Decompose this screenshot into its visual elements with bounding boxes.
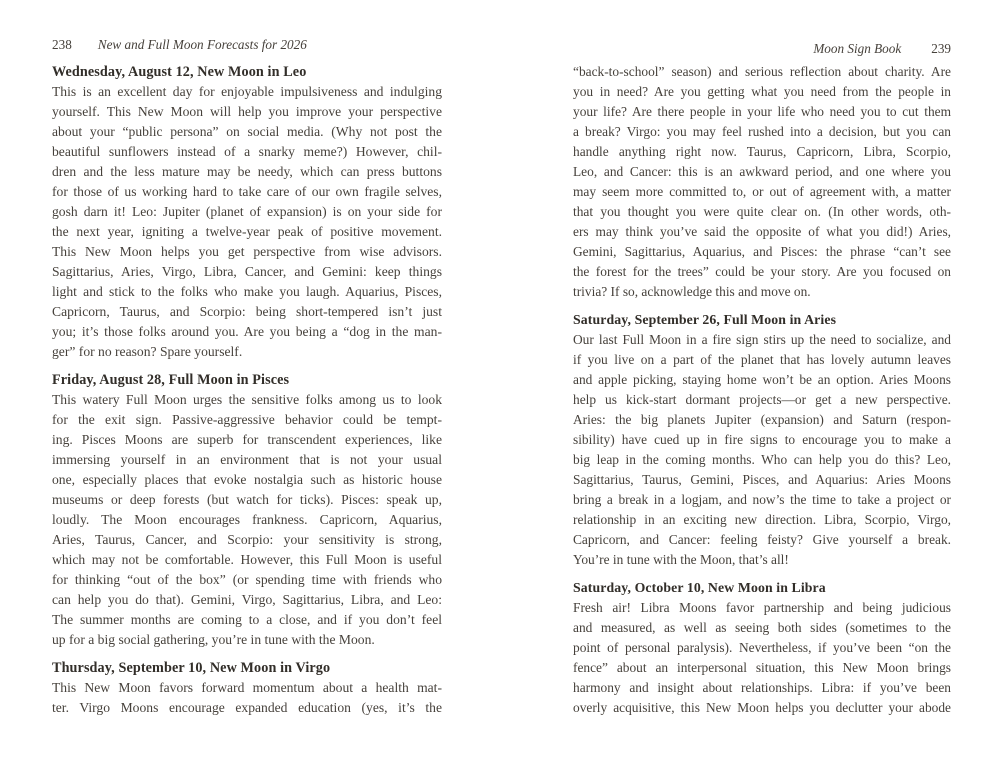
section-heading: Saturday, September 26, Full Moon in Aries [573,312,837,327]
text-line: the next year, igniting a twelve-year peak of positive movement. [52,224,442,239]
text-line: Sagittarius, Aries, Virgo, Libra, Cancer, and Gemini: keep things [52,264,442,279]
text-line: beautiful sunflowers instead of a snarky meme?) However, chil- [52,144,442,159]
text-line: Capricorn, Taurus, and Scorpio: being short-tempered isn’t just [52,304,442,319]
text-line: You’re in tune with the Moon, that’s all! [573,552,789,567]
text-line: you; it’s those folks around you. Are you being a “dog in the man- [52,324,442,339]
text-line: This is an excellent day for enjoyable impulsiveness and indulging [52,84,442,99]
text-line: trivia? If so, acknowledge this and move on. [573,284,811,299]
section-heading: Thursday, September 10, New Moon in Virgo [52,660,331,676]
text-line: for thinking “out of the box” (or spending time with friends who [52,572,442,587]
text-line: one, especially places that evoke nostalgia such as historic house [52,472,442,487]
text-line: and apple picking, staying home won’t be an option. Aries Moons [573,372,951,387]
text-line: ter. Virgo Moons encourage expanded education (yes, it’s the [52,700,442,715]
text-line: yourself. This New Moon will help you improve your perspective [52,104,442,119]
text-line: loudly. The Moon encourages frankness. Capricorn, Aquarius, [52,512,442,527]
text-line: gosh darn it! Leo: Jupiter (planet of expansion) is on your side for [52,204,442,219]
text-line: The summer months are coming to a close, and if you don’t feel [52,612,442,627]
text-line: Aries, Taurus, Cancer, and Scorpio: your sensitivity is strong, [52,532,442,547]
text-line: This New Moon helps you get perspective from wise advisors. [52,244,442,259]
text-line: for those of us working hard to take care of our own fragile selves, [52,184,442,199]
text-line: and measured, as well as seeing both sides (sometimes to the [573,620,951,635]
text-line: Gemini, Sagittarius, Aquarius, and Pisces: the phrase “can’t see [573,244,951,259]
section-heading: Wednesday, August 12, New Moon in Leo [52,64,307,80]
text-line: harmony and insight about relationships. Libra: if you’ve been [573,680,951,695]
text-line: Sagittarius, Taurus, Gemini, Pisces, and Aquarius: Aries Moons [573,472,951,487]
text-line: ers may think you’ve said the opposite of what you did!) Aries, [573,224,951,239]
page-number-right: 239 [931,41,951,56]
text-line: museums or deep forests (but watch for ticks). Pisces: speak up, [52,492,442,507]
text-line: ing. Pisces Moons are superb for transcendent experiences, like [52,432,442,447]
left-page [52,38,442,718]
text-line: which may not be comfortable. However, this Full Moon is useful [52,552,442,567]
running-head-left [52,38,442,52]
text-line: big leap in the coming months. Who can help you do this? Leo, [573,452,951,467]
body-paragraph [52,82,442,362]
text-line: point of personal paralysis). Nevertheless, if you’ve been “on the [573,640,951,655]
text-line: Our last Full Moon in a fire sign stirs up the need to socialize, and [573,332,951,347]
page-number-left: 238 [52,37,72,52]
text-line: help us kick-start dormant projects—or get a new perspective. [573,392,951,407]
text-line: up for a big social gathering, you’re in tune with the Moon. [52,632,375,647]
running-head-title-right: Moon Sign Book [813,41,902,56]
text-line: “back-to-school” season) and serious reflection about charity. Are [573,64,951,79]
text-line: Aries: the big planets Jupiter (expansion) and Saturn (respon- [573,412,951,427]
text-line: bring a break in a logjam, and now’s the time to take a project or [573,492,951,507]
body-paragraph [573,330,951,570]
running-head-title-left: New and Full Moon Forecasts for 2026 [97,37,307,52]
text-line: ger” for no reason? Spare yourself. [52,344,243,359]
text-line: if you live on a part of the planet that has lovely autumn leaves [573,352,951,367]
body-paragraph [573,598,951,718]
body-paragraph [52,390,442,650]
text-line: handle anything right now. Taurus, Capricorn, Libra, Scorpio, [573,144,951,159]
body-paragraph [573,62,951,302]
text-line: about your “public persona” on social media. (Why not post the [52,124,442,139]
text-line: Leo, and Cancer: this is an awkward period, and one where you [573,164,951,179]
text-line: This New Moon favors forward momentum about a health mat- [52,680,442,695]
text-line: light and stick to the folks who make you laugh. Aquarius, Pisces, [52,284,442,299]
section-heading: Friday, August 28, Full Moon in Pisces [52,372,290,388]
text-line: the forest for the trees” could be your story. Are you focused on [573,264,951,279]
text-line: a break? Virgo: you may feel rushed into a decision, but you can [573,124,951,139]
text-line: Fresh air! Libra Moons favor partnership and being judicious [573,600,951,615]
right-page [573,42,951,718]
running-head-right [573,42,951,56]
left-page-content [52,62,442,718]
body-paragraph [52,678,442,718]
text-line: immersing yourself in an environment that is not your usual [52,452,442,467]
text-line: you in need? Are you getting what you need from the people in [573,84,951,99]
text-line: for the exit sign. Passive-aggressive behavior could be tempt- [52,412,442,427]
text-line: This watery Full Moon urges the sensitive folks among us to look [52,392,442,407]
text-line: can help you do that). Gemini, Virgo, Sagittarius, Libra, and Leo: [52,592,442,607]
text-line: relationship in an exciting new direction. Libra, Scorpio, Virgo, [573,512,951,527]
right-page-content [573,62,951,718]
text-line: that you thought you were quite clear on. (In other words, oth- [573,204,951,219]
text-line: may seem more committed to, or out of agreement with, a matter [573,184,951,199]
text-line: fence” about an interpersonal situation, this New Moon brings [573,660,951,675]
text-line: overly acquisitive, this New Moon helps you declutter your abode [573,700,951,715]
section-heading: Saturday, October 10, New Moon in Libra [573,580,826,595]
text-line: your life? Are there people in your life who need you to cut them [573,104,951,119]
text-line: dren and the less mature may be needy, which can press buttons [52,164,442,179]
text-line: Capricorn, and Cancer: feeling feisty? Give yourself a break. [573,532,951,547]
text-line: sibility) have cued up in fire signs to encourage you to make a [573,432,951,447]
